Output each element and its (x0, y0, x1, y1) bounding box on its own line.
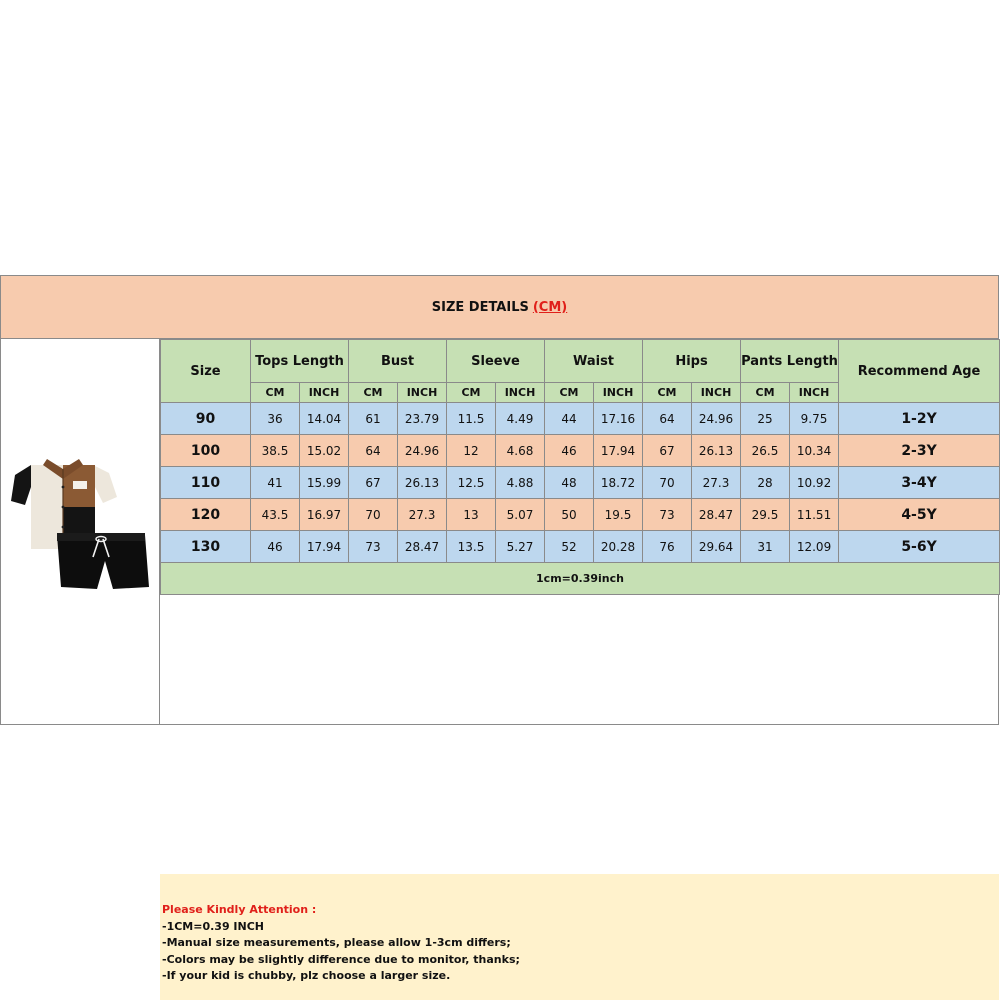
measurement-value: 46 (545, 435, 594, 467)
measurement-value: 29.5 (741, 499, 790, 531)
measurement-value: 23.79 (398, 403, 447, 435)
measurement-value: 67 (643, 435, 692, 467)
table-row (161, 403, 1000, 435)
table-row (161, 499, 1000, 531)
measurement-value: 70 (349, 499, 398, 531)
recommend-age-value: 1-2Y (839, 403, 1000, 435)
measurement-value: 26.5 (741, 435, 790, 467)
unit-inch: INCH (594, 383, 643, 403)
measurement-value: 12.09 (790, 531, 839, 563)
measurement-value: 28.47 (692, 499, 741, 531)
measurement-value: 61 (349, 403, 398, 435)
measurement-value: 70 (643, 467, 692, 499)
measurement-value: 10.34 (790, 435, 839, 467)
measurement-value: 38.5 (251, 435, 300, 467)
unit-cm: CM (349, 383, 398, 403)
size-table (160, 339, 1000, 595)
measurement-value: 13.5 (447, 531, 496, 563)
measurement-value: 76 (643, 531, 692, 563)
measurement-value: 41 (251, 467, 300, 499)
measurement-value: 11.5 (447, 403, 496, 435)
measurement-value: 15.99 (300, 467, 349, 499)
table-row (161, 435, 1000, 467)
sleeve-header: Sleeve (447, 340, 545, 383)
bust-header: Bust (349, 340, 447, 383)
note-line: -If your kid is chubby, plz choose a larger size. (162, 969, 451, 982)
unit-inch: INCH (496, 383, 545, 403)
unit-inch: INCH (692, 383, 741, 403)
measurement-value: 24.96 (692, 403, 741, 435)
waist-header: Waist (545, 340, 643, 383)
size-header: Size (161, 340, 251, 403)
unit-cm: CM (251, 383, 300, 403)
measurement-value: 25 (741, 403, 790, 435)
measurement-value: 17.94 (594, 435, 643, 467)
unit-cm: CM (545, 383, 594, 403)
hips-header: Hips (643, 340, 741, 383)
product-image-cell (1, 339, 160, 724)
measurement-value: 13 (447, 499, 496, 531)
measurement-value: 28.47 (398, 531, 447, 563)
measurement-value: 5.27 (496, 531, 545, 563)
size-details-title (1, 276, 998, 339)
measurement-value: 4.49 (496, 403, 545, 435)
unit-cm: CM (643, 383, 692, 403)
measurement-value: 15.02 (300, 435, 349, 467)
measurement-value: 52 (545, 531, 594, 563)
note-line: -1CM=0.39 INCH (162, 919, 265, 933)
pants-length-header: Pants Length (741, 340, 839, 383)
note-line: -Colors may be slightly difference due to monitor, thanks; (162, 952, 520, 966)
measurement-value: 50 (545, 499, 594, 531)
measurement-value: 18.72 (594, 467, 643, 499)
attention-heading: Please Kindly Attention : (162, 903, 317, 916)
attention-notes (160, 874, 999, 1000)
size-value: 130 (161, 531, 251, 563)
size-value: 110 (161, 467, 251, 499)
measurement-value: 19.5 (594, 499, 643, 531)
measurement-value: 73 (643, 499, 692, 531)
recommend-age-value: 2-3Y (839, 435, 1000, 467)
title-unit: (CM) (532, 299, 568, 315)
measurement-value: 17.94 (300, 531, 349, 563)
size-value: 100 (161, 435, 251, 467)
table-row (161, 467, 1000, 499)
measurement-value: 29.64 (692, 531, 741, 563)
measurement-value: 5.07 (496, 499, 545, 531)
table-row (161, 531, 1000, 563)
measurement-value: 16.97 (300, 499, 349, 531)
measurement-value: 64 (349, 435, 398, 467)
measurement-value: 4.88 (496, 467, 545, 499)
measurement-value: 24.96 (398, 435, 447, 467)
measurement-value: 14.04 (300, 403, 349, 435)
measurement-value: 36 (251, 403, 300, 435)
measurement-value: 48 (545, 467, 594, 499)
measurement-value: 46 (251, 531, 300, 563)
unit-cm: CM (447, 383, 496, 403)
note-line: -Manual size measurements, please allow 1-3cm differs; (162, 936, 511, 949)
measurement-value: 17.16 (594, 403, 643, 435)
measurement-value: 10.92 (790, 467, 839, 499)
unit-inch: INCH (790, 383, 839, 403)
kids-shirt-shorts-set-icon (9, 457, 151, 597)
recommend-age-header: Recommend Age (839, 340, 1000, 403)
recommend-age-value: 3-4Y (839, 467, 1000, 499)
measurement-value: 26.13 (398, 467, 447, 499)
recommend-age-value: 4-5Y (839, 499, 1000, 531)
measurement-value: 26.13 (692, 435, 741, 467)
unit-inch: INCH (398, 383, 447, 403)
size-value: 120 (161, 499, 251, 531)
measurement-value: 27.3 (398, 499, 447, 531)
size-chart (0, 275, 999, 982)
measurement-value: 4.68 (496, 435, 545, 467)
measurement-value: 73 (349, 531, 398, 563)
measurement-value: 64 (643, 403, 692, 435)
measurement-value: 67 (349, 467, 398, 499)
conversion-note: 1cm=0.39inch (161, 563, 1000, 595)
measurement-value: 43.5 (251, 499, 300, 531)
measurement-value: 12.5 (447, 467, 496, 499)
measurement-value: 44 (545, 403, 594, 435)
table-header-row (161, 340, 1000, 383)
measurement-value: 20.28 (594, 531, 643, 563)
measurement-value: 28 (741, 467, 790, 499)
tops-length-header: Tops Length (251, 340, 349, 383)
recommend-age-value: 5-6Y (839, 531, 1000, 563)
measurement-value: 11.51 (790, 499, 839, 531)
title-text: SIZE DETAILS (431, 299, 529, 315)
measurement-value: 31 (741, 531, 790, 563)
conversion-row (161, 563, 1000, 595)
size-value: 90 (161, 403, 251, 435)
measurement-value: 12 (447, 435, 496, 467)
unit-inch: INCH (300, 383, 349, 403)
measurement-value: 27.3 (692, 467, 741, 499)
measurement-value: 9.75 (790, 403, 839, 435)
unit-cm: CM (741, 383, 790, 403)
